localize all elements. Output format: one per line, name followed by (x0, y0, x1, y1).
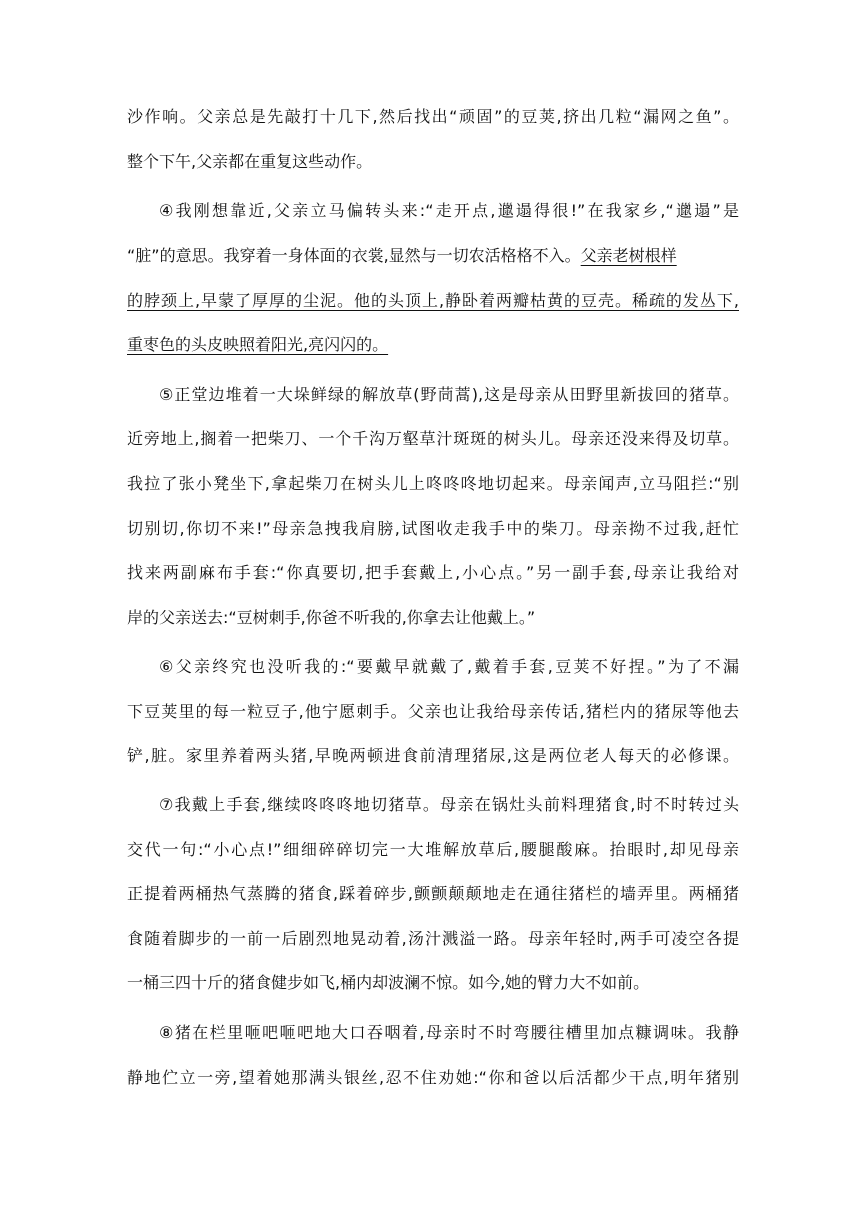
paragraph-6-first-line: ⑥父亲终究也没听我的:“要戴早就戴了,戴着手套,豆荚不好捏。”为了不漏 (159, 657, 739, 676)
underlined-text-line (127, 330, 739, 360)
text-line: 铲,脏。家里养着两头猪,早晚两顿进食前清理猪尿,这是两位老人每天的必修课。 (127, 746, 739, 765)
underlined-text: 重枣色的头皮映照着阳光,亮闪闪的。 (127, 335, 389, 354)
text-line: 沙作响。父亲总是先敲打十几下,然后找出“顽固”的豆荚,挤出几粒“漏网之鱼”。 (127, 107, 739, 126)
text-line: 整个下午,父亲都在重复这些动作。 (127, 152, 373, 171)
text-line: 下豆荚里的每一粒豆子,他宁愿刺手。父亲也让我给母亲传话,猪栏内的猪尿等他去 (127, 702, 739, 721)
text-line (127, 241, 739, 271)
paragraph-8-first-line: ⑧猪在栏里咂吧咂吧地大口吞咽着,母亲时不时弯腰往槽里加点糠调味。我静 (159, 1023, 739, 1042)
text-line: 食随着脚步的一前一后剧烈地晃动着,汤汁溅溢一路。母亲年轻时,两手可凌空各提 (127, 929, 739, 948)
text-line: 我拉了张小凳坐下,拿起柴刀在树头儿上咚咚咚地切起来。母亲闻声,立马阻拦:“别 (127, 474, 739, 493)
paragraph-7-first-line: ⑦我戴上手套,继续咚咚咚地切猪草。母亲在锅灶头前料理猪食,时不时转过头 (159, 795, 739, 814)
text-line: 静地伫立一旁,望着她那满头银丝,忍不住劝她:“你和爸以后活都少干点,明年猪别 (127, 1068, 739, 1087)
text-line: 找来两副麻布手套:“你真要切,把手套戴上,小心点。”另一副手套,母亲让我给对 (127, 563, 739, 582)
paragraph-4-first-line: ④我刚想靠近,父亲立马偏转头来:“走开点,邋遢得很!”在我家乡,“邋遢”是 (159, 201, 739, 220)
underlined-text-line: 的脖颈上,早蒙了厚厚的尘泥。他的头顶上,静卧着两瓣枯黄的豆壳。稀疏的发丛下, (127, 291, 739, 310)
text-line: 交代一句:“小心点!”细细碎碎切完一大堆解放草后,腰腿酸麻。抬眼时,却见母亲 (127, 840, 739, 859)
text-line: 一桶三四十斤的猪食健步如飞,桶内却波澜不惊。如今,她的臂力大不如前。 (127, 973, 650, 992)
paragraph-5-first-line: ⑤正堂边堆着一大垛鲜绿的解放草(野茼蒿),这是母亲从田野里新拔回的猪草。 (159, 385, 739, 404)
text-line: 正提着两桶热气蒸腾的猪食,踩着碎步,颤颤颠颠地走在通往猪栏的墙弄里。两桶猪 (127, 884, 739, 903)
text-line: 岸的父亲送去:“豆树刺手,你爸不听我的,你拿去让他戴上。” (127, 608, 536, 627)
underlined-text: 父亲老树根样 (580, 246, 677, 265)
text-line: 切别切,你切不来!”母亲急拽我肩膀,试图收走我手中的柴刀。母亲拗不过我,赶忙 (127, 519, 739, 538)
text-line: 近旁地上,搁着一把柴刀、一个千沟万壑草汁斑斑的树头儿。母亲还没来得及切草。 (127, 429, 739, 448)
text-segment: “脏”的意思。我穿着一身体面的衣裳,显然与一切农活格格不入。 (127, 246, 581, 265)
